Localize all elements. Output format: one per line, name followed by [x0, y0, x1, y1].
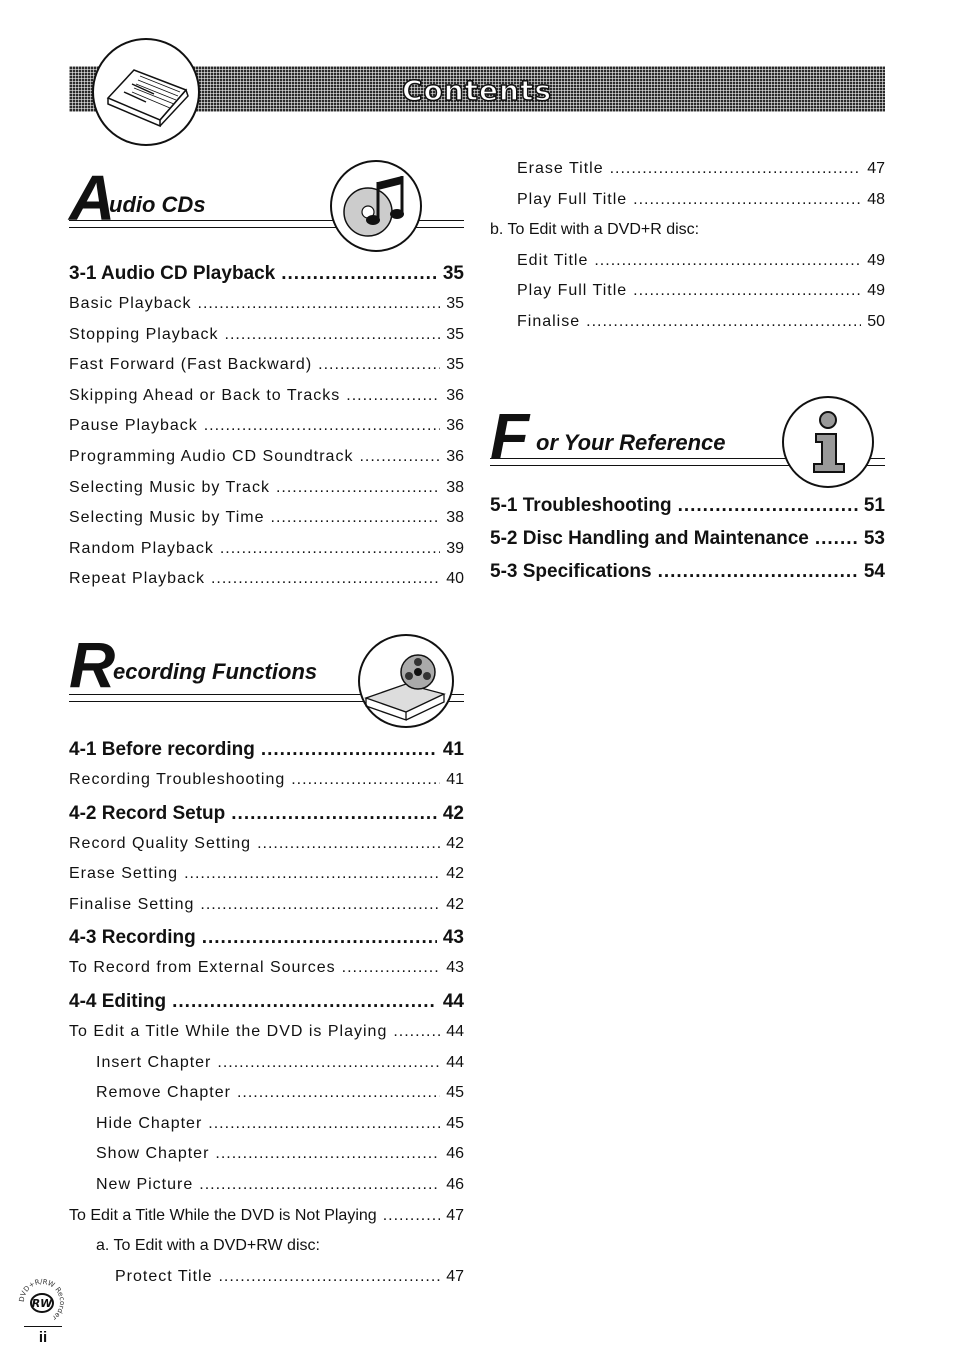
toc-entry-page: 35 [442, 263, 464, 284]
audio-toc-list [69, 256, 464, 595]
leader-dots [633, 185, 861, 216]
page-title: Contents [401, 74, 553, 107]
toc-entry-page: 39 [446, 539, 464, 557]
leader-dots [215, 1139, 440, 1170]
toc-entry-label: Finalise [517, 312, 581, 330]
book-icon [92, 38, 200, 146]
toc-entry-label: Hide Chapter [96, 1114, 203, 1132]
leader-dots [237, 1078, 440, 1109]
toc-entry-page: 47 [446, 1206, 464, 1224]
toc-entry-label: Play Full Title [517, 282, 628, 300]
svg-text:DVD+R/RW Recorder: DVD+R/RW Recorder [18, 1278, 66, 1322]
leader-dots [594, 246, 861, 277]
leader-dots [586, 307, 861, 338]
toc-entry-label: Recording Troubleshooting [69, 771, 286, 788]
toc-entry-label: 5-1 Troubleshooting [490, 495, 672, 516]
toc-entry-page: 44 [442, 990, 464, 1012]
toc-entry-label: Repeat Playback [69, 570, 205, 588]
leader-dots [318, 350, 440, 381]
toc-heading-entry[interactable] [69, 798, 464, 829]
toc-entry-page: 45 [446, 1084, 464, 1102]
toc-entry-page: 47 [446, 1267, 464, 1285]
leader-dots [276, 473, 440, 504]
toc-entry-page: 36 [446, 417, 464, 435]
leader-dots [231, 798, 437, 829]
toc-entry[interactable] [69, 320, 464, 351]
leader-dots [393, 1017, 440, 1048]
recorder-reel-icon [358, 634, 454, 728]
continued-toc-list [490, 154, 885, 338]
toc-entry[interactable] [69, 381, 464, 412]
leader-dots [202, 922, 437, 953]
toc-entry[interactable] [69, 953, 464, 984]
toc-entry[interactable] [69, 1231, 464, 1262]
toc-entry[interactable] [69, 829, 464, 860]
toc-entry-page: 35 [446, 356, 464, 374]
toc-entry-label: Protect Title [115, 1267, 213, 1285]
dvd-rw-logo-icon [18, 1278, 66, 1326]
leader-dots [261, 734, 437, 765]
toc-entry-page: 49 [867, 251, 885, 269]
toc-entry[interactable] [490, 154, 885, 185]
toc-entry-page: 42 [446, 865, 464, 883]
toc-entry-label: 4-1 Before recording [69, 739, 255, 760]
leader-dots [342, 953, 441, 984]
leader-dots [218, 1262, 440, 1293]
toc-entry-page: 43 [446, 959, 464, 977]
toc-entry-label: Finalise Setting [69, 895, 195, 913]
toc-entry-page: 42 [446, 834, 464, 852]
toc-entry-label: To Edit a Title While the DVD is Playing [69, 1022, 388, 1040]
info-icon [782, 396, 874, 488]
toc-entry-label: 4-3 Recording [69, 927, 196, 949]
toc-entry-label: To Edit a Title While the DVD is Not Playing [69, 1206, 377, 1224]
toc-entry-label: To Record from External Sources [69, 959, 336, 977]
toc-entry-label: a. To Edit with a DVD+RW disc: [96, 1237, 320, 1255]
toc-entry[interactable] [490, 246, 885, 277]
toc-entry-page: 47 [867, 160, 885, 177]
toc-entry-page: 41 [446, 771, 464, 788]
leader-dots [198, 289, 441, 320]
toc-entry-label: Erase Setting [69, 865, 179, 883]
toc-entry-label: 5-2 Disc Handling and Maintenance [490, 528, 809, 549]
toc-entry-page: 40 [446, 570, 464, 588]
section-title: or Your Reference [536, 430, 726, 455]
toc-entry-page: 51 [863, 495, 885, 516]
toc-entry-page: 38 [446, 478, 464, 496]
toc-entry-label: Programming Audio CD Soundtrack [69, 447, 354, 465]
toc-entry-label: 5-3 Specifications [490, 561, 652, 582]
toc-entry-page: 45 [446, 1114, 464, 1132]
toc-entry-page: 43 [442, 927, 464, 949]
section-initial: F [490, 400, 530, 472]
reference-toc-list [490, 488, 885, 587]
toc-entry[interactable] [69, 1109, 464, 1140]
toc-entry[interactable] [69, 411, 464, 442]
toc-entry-label: Basic Playback [69, 295, 192, 312]
toc-entry-label: Remove Chapter [96, 1084, 231, 1102]
leader-dots [225, 320, 441, 351]
leader-dots [208, 1109, 440, 1140]
toc-entry-page: 49 [867, 282, 885, 300]
toc-entry-label: Selecting Music by Track [69, 478, 270, 496]
toc-entry-page: 36 [446, 386, 464, 404]
toc-entry[interactable] [490, 215, 885, 246]
leader-dots [291, 765, 440, 796]
toc-entry[interactable] [69, 289, 464, 320]
toc-entry-label: Erase Title [517, 160, 604, 177]
toc-entry-label: Selecting Music by Time [69, 509, 265, 527]
toc-entry-label: Play Full Title [517, 190, 628, 208]
toc-entry-page: 35 [446, 325, 464, 343]
toc-heading-entry[interactable] [69, 922, 464, 953]
leader-dots [281, 258, 437, 289]
toc-entry-label: Pause Playback [69, 417, 198, 435]
page-number: ii [24, 1326, 62, 1346]
toc-entry-page: 53 [863, 528, 885, 549]
toc-entry[interactable] [69, 564, 464, 595]
toc-entry[interactable] [69, 350, 464, 381]
toc-heading-entry[interactable] [490, 523, 885, 554]
svg-text:RW: RW [31, 1297, 53, 1310]
toc-entry[interactable] [490, 307, 885, 338]
music-cd-icon [330, 160, 422, 252]
toc-entry-label: Skipping Ahead or Back to Tracks [69, 386, 341, 404]
leader-dots [678, 490, 858, 521]
toc-entry-label: Fast Forward (Fast Backward) [69, 356, 313, 374]
toc-heading-entry[interactable] [69, 734, 464, 765]
leader-dots [211, 564, 440, 595]
leader-dots [217, 1048, 440, 1079]
leader-dots [220, 534, 440, 565]
toc-entry-label: Edit Title [517, 251, 589, 269]
leader-dots [359, 442, 440, 473]
toc-entry[interactable] [69, 1048, 464, 1079]
toc-entry-page: 44 [446, 1053, 464, 1071]
toc-heading-entry[interactable] [69, 258, 464, 289]
toc-entry-page: 36 [446, 447, 464, 465]
leader-dots [172, 986, 437, 1017]
toc-entry-label: Record Quality Setting [69, 834, 252, 852]
toc-heading-entry[interactable] [490, 490, 885, 521]
toc-entry-label: Random Playback [69, 539, 214, 557]
toc-entry-page: 42 [446, 895, 464, 913]
leader-dots [204, 411, 440, 442]
toc-entry-label: New Picture [96, 1175, 194, 1193]
toc-entry[interactable] [69, 1262, 464, 1293]
leader-dots [271, 503, 441, 534]
toc-entry-page: 41 [442, 739, 464, 760]
toc-entry-label: 4-4 Editing [69, 990, 167, 1012]
toc-entry[interactable] [69, 442, 464, 473]
toc-heading-entry[interactable] [490, 556, 885, 587]
leader-dots [815, 523, 858, 554]
section-title: ecording Functions [113, 659, 318, 684]
toc-entry-page: 54 [863, 561, 885, 582]
leader-dots [257, 829, 440, 860]
toc-entry[interactable] [69, 534, 464, 565]
leader-dots [633, 276, 861, 307]
toc-entry[interactable] [69, 890, 464, 921]
section-title: udio CDs [109, 192, 206, 217]
toc-entry[interactable] [69, 1078, 464, 1109]
toc-entry[interactable] [69, 1139, 464, 1170]
toc-entry-page: 38 [446, 509, 464, 527]
toc-entry-page: 44 [446, 1022, 464, 1040]
toc-entry[interactable] [69, 859, 464, 890]
toc-entry[interactable] [490, 276, 885, 307]
toc-entry-page: 50 [867, 312, 885, 330]
toc-entry[interactable] [490, 185, 885, 216]
leader-dots [383, 1201, 441, 1232]
toc-entry-page: 48 [867, 190, 885, 208]
toc-entry-label: 3-1 Audio CD Playback [69, 263, 276, 284]
toc-entry-page: 35 [446, 295, 464, 312]
leader-dots [199, 1170, 440, 1201]
toc-entry-label: b. To Edit with a DVD+R disc: [490, 221, 700, 239]
leader-dots [200, 890, 440, 921]
toc-entry-page: 46 [446, 1145, 464, 1163]
recording-toc-list [69, 732, 464, 1292]
toc-entry-page: 42 [442, 802, 464, 824]
toc-entry-label: Stopping Playback [69, 325, 219, 343]
toc-entry[interactable] [69, 1201, 464, 1232]
leader-dots [184, 859, 440, 890]
toc-entry-label: Show Chapter [96, 1145, 210, 1163]
toc-entry-page: 46 [446, 1175, 464, 1193]
toc-entry[interactable] [69, 1170, 464, 1201]
toc-entry-label: 4-2 Record Setup [69, 802, 226, 824]
toc-entry[interactable] [69, 503, 464, 534]
section-initial: R [69, 629, 116, 701]
toc-heading-entry[interactable] [69, 986, 464, 1017]
leader-dots [658, 556, 858, 587]
toc-entry[interactable] [69, 473, 464, 504]
toc-entry-label: Insert Chapter [96, 1053, 212, 1071]
toc-entry[interactable] [69, 765, 464, 796]
leader-dots [610, 154, 862, 185]
leader-dots [346, 381, 440, 412]
section-initial: A [69, 162, 116, 234]
toc-entry[interactable] [69, 1017, 464, 1048]
